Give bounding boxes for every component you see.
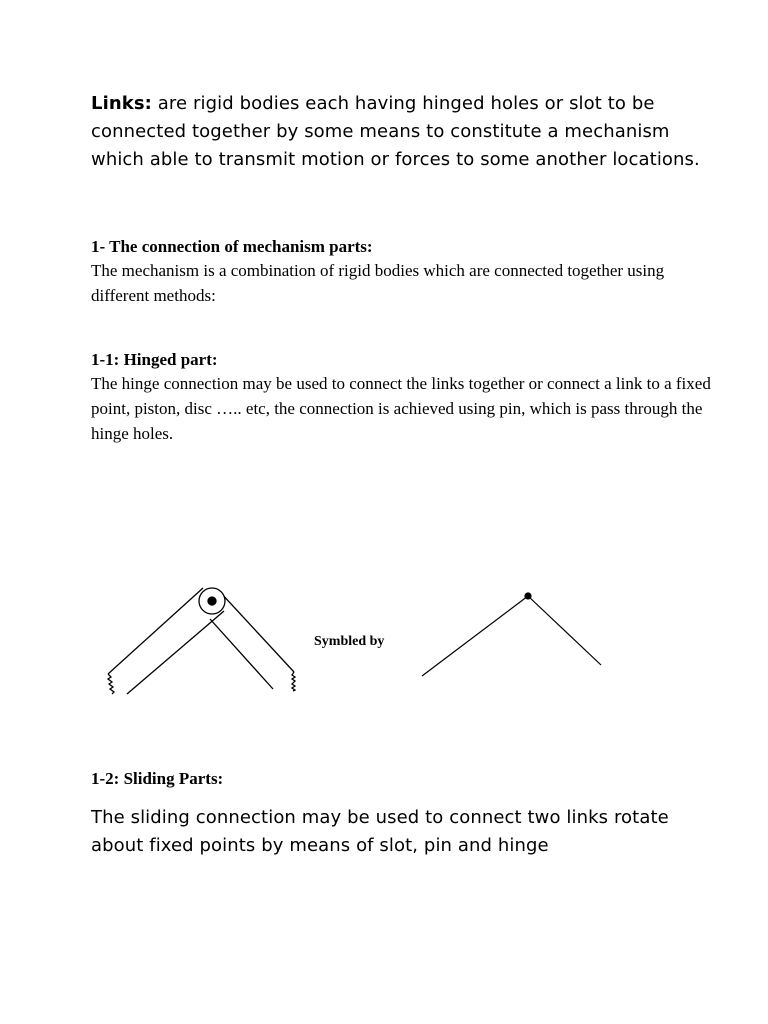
section-body-connection-of-mechanism-parts: The mechanism is a combination of rigid bodies which are connected together using different methods: (91, 261, 665, 305)
section-body-sliding-parts: The sliding connection may be used to connect two links rotate about fixed points by means of slot, pin and hinge (91, 807, 669, 856)
symbol-pin-dot (525, 593, 531, 599)
section-heading-hinged-part: 1-1: Hinged part: (91, 350, 218, 369)
hinge-symbol (422, 593, 601, 676)
symbol-caption: Symbled by (314, 634, 385, 649)
section-heading-connection-of-mechanism-parts: 1- The connection of mechanism parts: (91, 237, 373, 256)
hinge-pin (208, 597, 216, 605)
section-body-hinged-part: The hinge connection may be used to connect the links together or connect a link to a fixed point, piston, disc ….. etc, the connection is achieved using pin, which is pass through the hinge holes. (91, 374, 711, 443)
links-definition: are rigid bodies each having hinged holes or slot to be connected together by some means to constitute a mechanism which able to transmit motion or forces to some another locations. (91, 93, 700, 170)
hinge-joint-figure (100, 575, 620, 705)
section-heading-sliding-parts: 1-2: Sliding Parts: (91, 769, 224, 788)
links-term: Links: (91, 93, 152, 114)
hinged-links-drawing (108, 588, 295, 694)
intro-paragraph (91, 90, 711, 174)
